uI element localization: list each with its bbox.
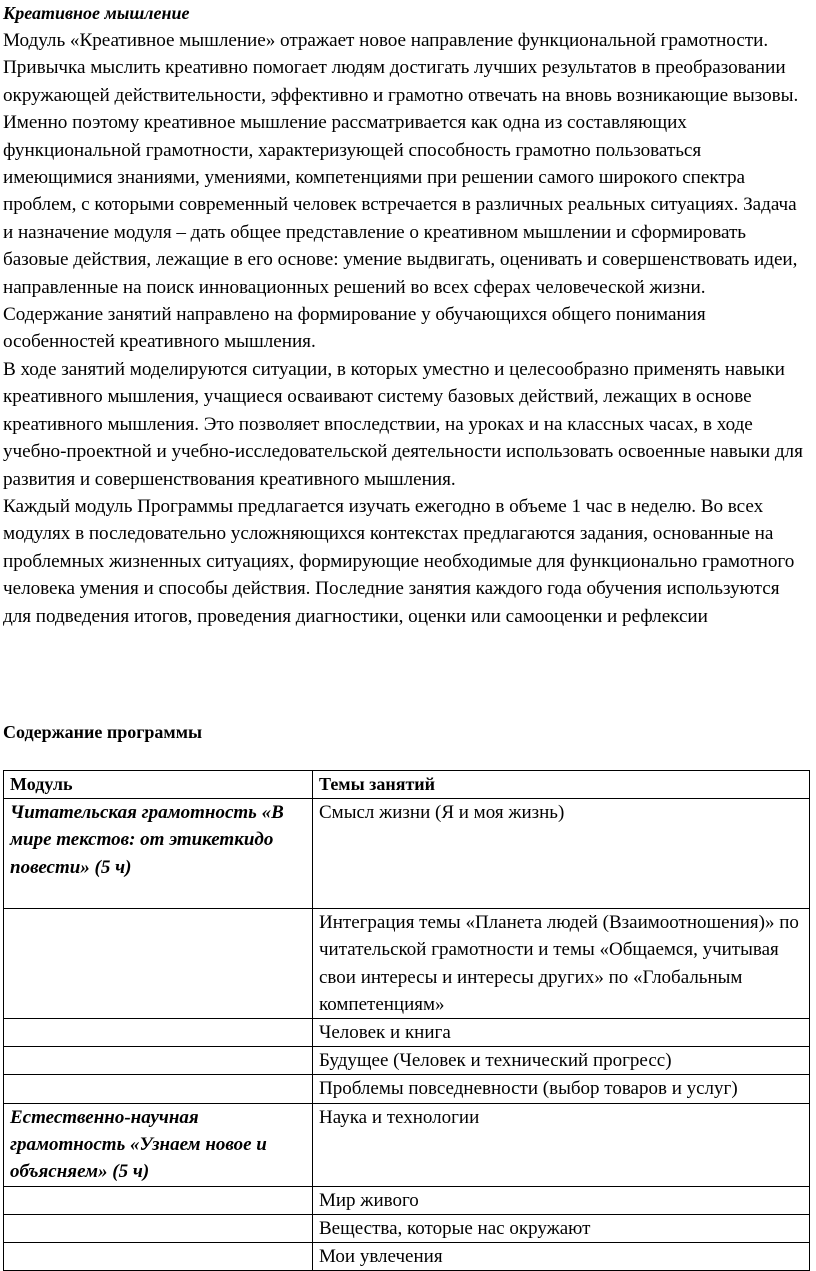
module-cell [4,1047,313,1075]
module-cell [4,1075,313,1103]
module-cell [4,1019,313,1047]
table-row [4,1075,810,1103]
paragraph-module-description: Модуль «Креативное мышление» отражает новое направление функциональной грамотности. Привычка мыслить креативно помогает людям достигать лучших результатов в преобразовании окружающей действительности, эффективно и грамотно отвечать на вновь возникающие вызовы. Именно поэтому креативное мышление рассматривается как одна из составляющих функциональной грамотности, характеризующей способность грамотно пользоваться имеющимися знаниями, умениями, компетенциями при решении самого широкого спектра проблем, с которыми современный человек встречается в различных реальных ситуациях. Задача и назначение модуля – дать общее представление о креативном мышлении и сформировать базовые действия, лежащие в его основе: умение выдвигать, оценивать и совершенствовать идеи, направленные на поиск инновационных решений во всех сферах человеческой жизни. [3,30,799,298]
topic-cell: Мир живого [313,1186,810,1214]
topic-cell: Смысл жизни (Я и моя жизнь) [313,799,810,909]
table-row [4,1186,810,1214]
table-row [4,1019,810,1047]
topic-cell: Человек и книга [313,1019,810,1047]
module-cell [4,1214,313,1242]
topic-cell: Мои увлечения [313,1243,810,1271]
header-topics: Темы занятий [313,771,810,799]
table-row [4,909,810,1019]
topic-cell: Будущее (Человек и технический прогресс) [313,1047,810,1075]
header-module: Модуль [4,771,313,799]
table-header-row [4,771,810,799]
topic-cell: Проблемы повседневности (выбор товаров и услуг) [313,1075,810,1103]
paragraph-content-goal: Содержание занятий направлено на формирование у обучающихся общего понимания особенностей креативного мышления. [3,304,706,353]
paragraph-activities: В ходе занятий моделируются ситуации, в которых уместно и целесообразно применять навыки креативного мышления, учащиеся осваивают систему базовых действий, лежащих в основе креативного мышления. Это позволяет впоследствии, на уроках и на классных часах, в ходе учебно-проектной и учебно-исследовательской деятельности использовать освоенные навыки для развития и совершенствования креативного мышления. [3,358,803,490]
module-cell [4,1186,313,1214]
module-cell [4,909,313,1019]
table-row [4,799,810,909]
table-row [4,1103,810,1186]
document-page [3,0,811,1268]
topic-cell: Вещества, которые нас окружают [313,1214,810,1242]
table-row [4,1047,810,1075]
topic-cell: Наука и технологии [313,1103,810,1186]
section-title: Содержание программы [3,722,203,742]
module-cell: Естественно-научная грамотность «Узнаем новое и объясняем» (5 ч) [4,1103,313,1186]
table-row [4,1214,810,1242]
document-heading: Креативное мышление [3,3,190,23]
program-table [3,770,810,1271]
paragraph-schedule: Каждый модуль Программы предлагается изучать ежегодно в объеме 1 час в неделю. Во всех модулях в последовательно усложняющихся контекстах предлагаются задания, основанные на проблемных жизненных ситуациях, формирующие необходимые для функционально грамотного человека умения и способы действия. Последние занятия каждого года обучения используются для подведения итогов, проведения диагностики, оценки или самооценки и рефлексии [3,495,795,627]
module-cell: Читательская грамотность «В мире текстов: от этикеткидо повести» (5 ч) [4,799,313,909]
topic-cell: Интеграция темы «Планета людей (Взаимоотношения)» по читательской грамотности и темы «Общаемся, учитывая свои интересы и интересы других» по «Глобальным компетенциям» [313,909,810,1019]
